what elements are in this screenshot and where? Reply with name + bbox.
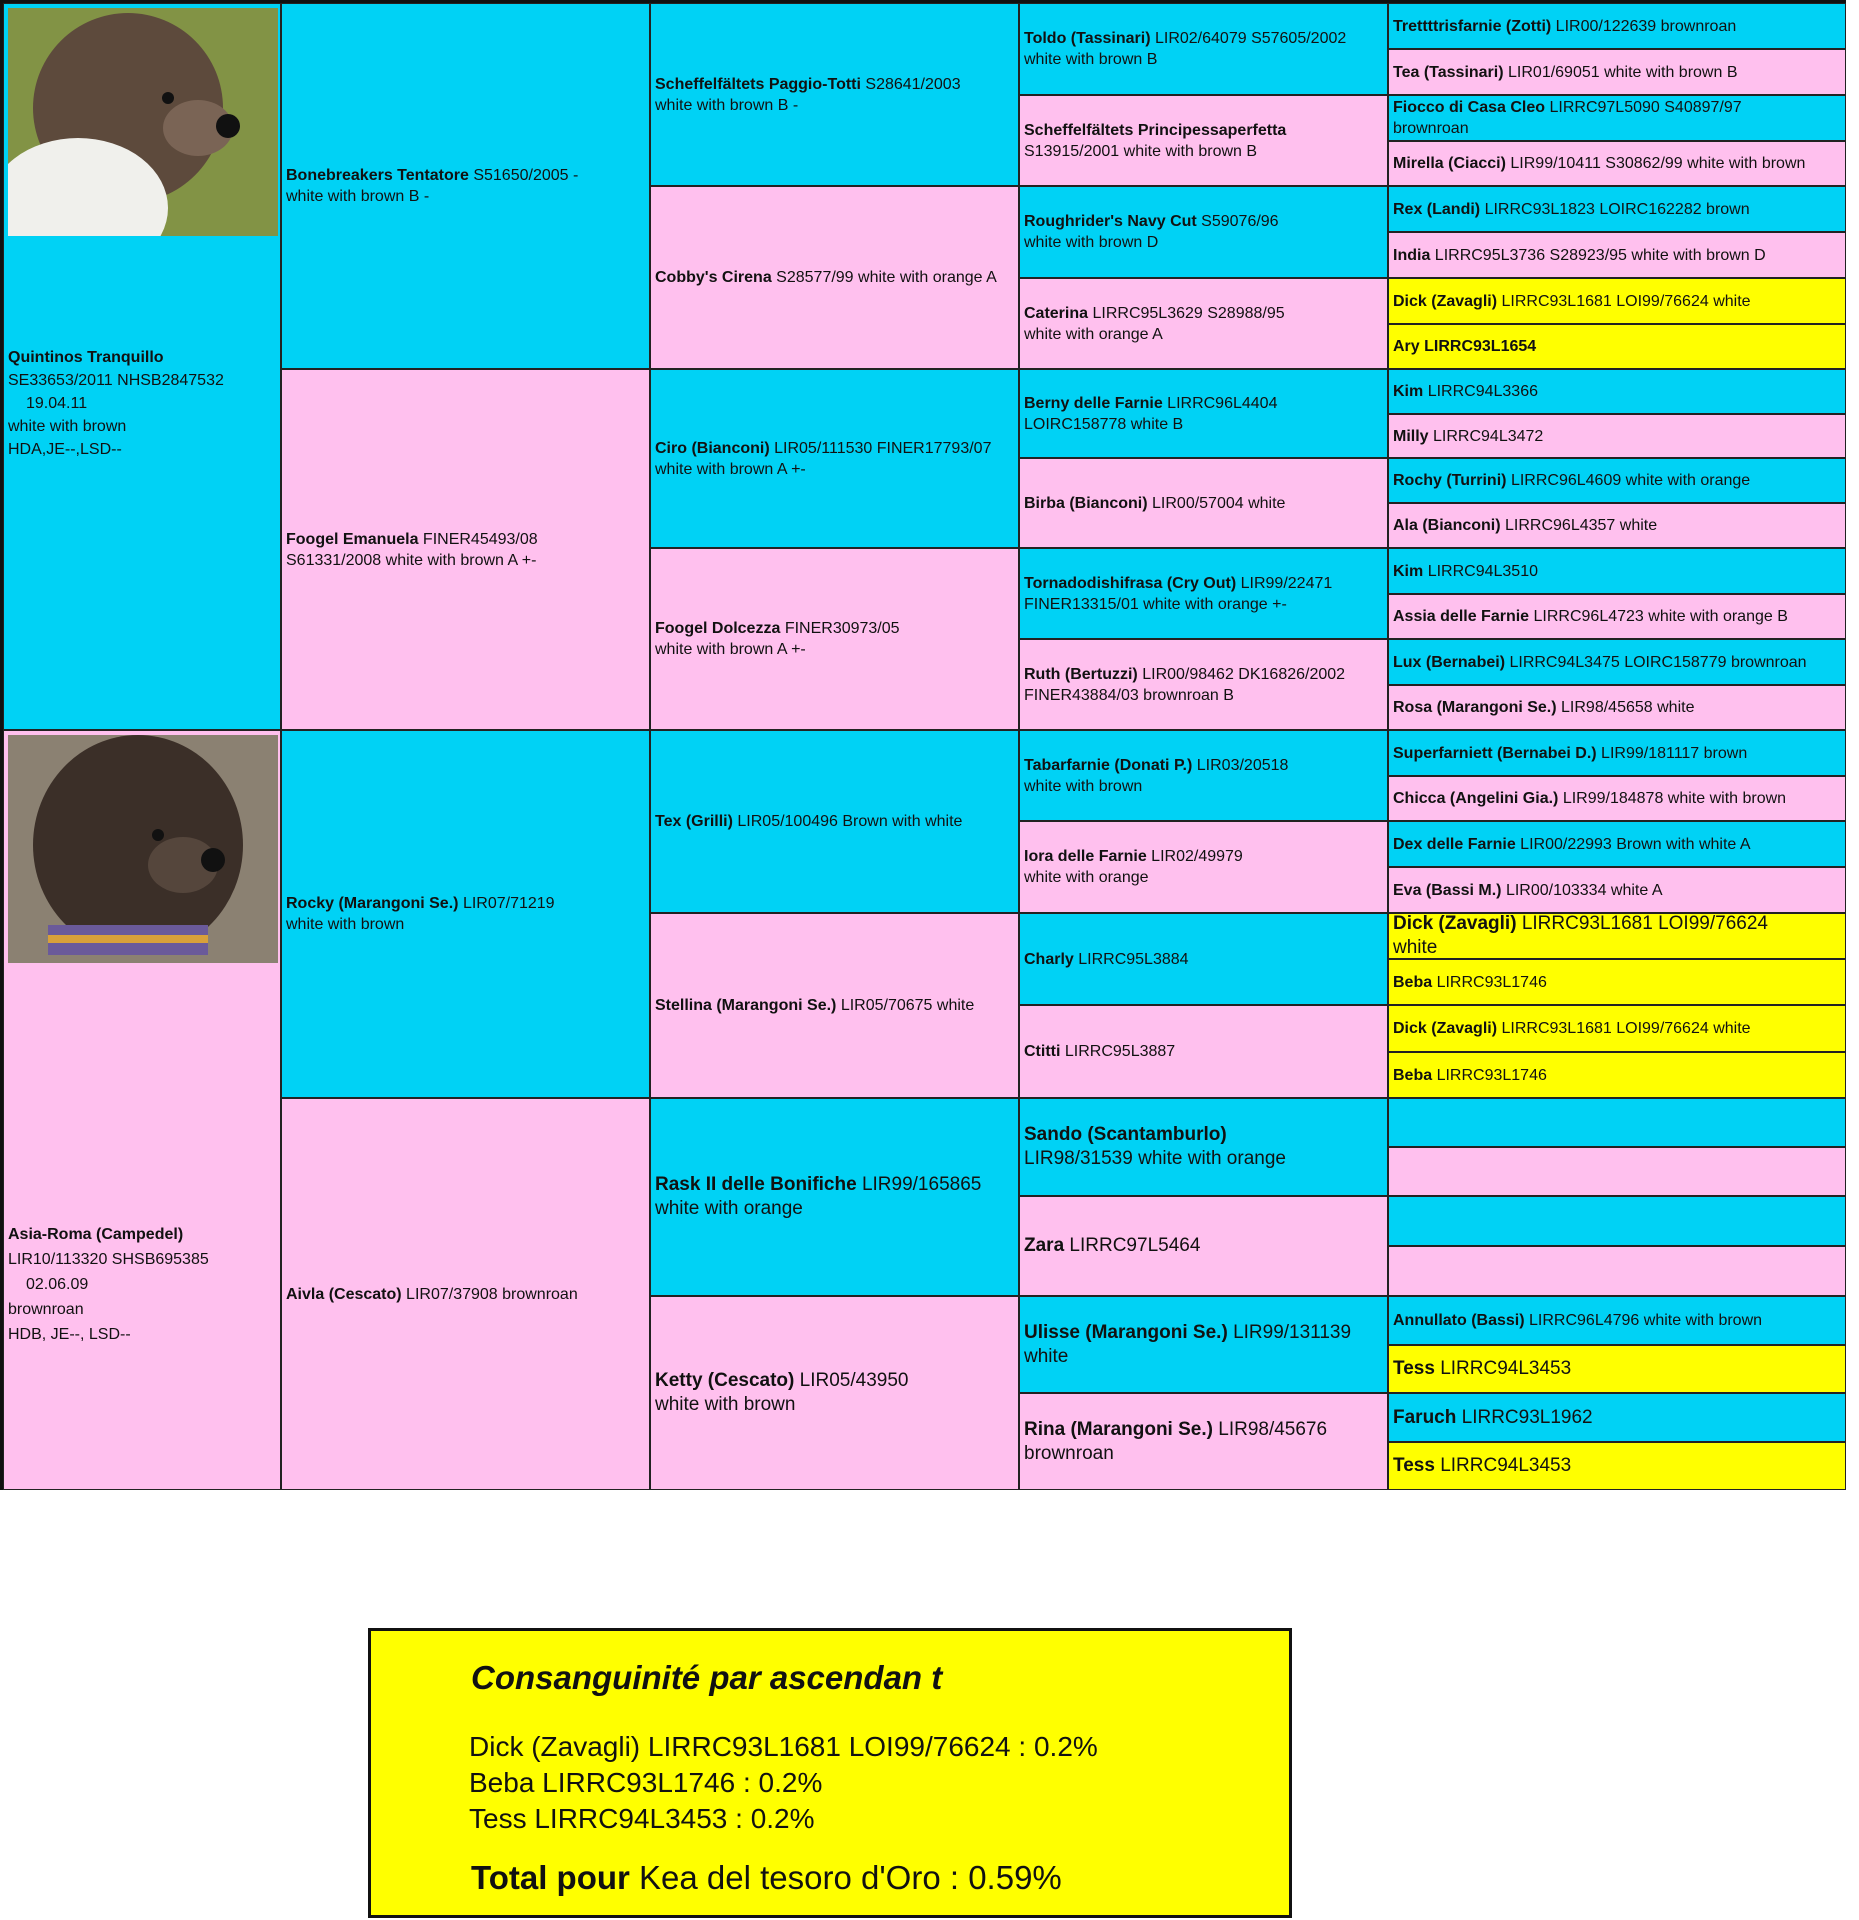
dog-details: FINER13315/01 white with orange +-	[1024, 595, 1287, 613]
grandparent-5	[650, 730, 1019, 913]
dog-name: Sando (Scantamburlo)	[1024, 1124, 1227, 1145]
dog-name: Superfarniett (Bernabei D.)	[1393, 744, 1597, 762]
dog-registration: LIRRC93L1823 LOIRC162282 brown	[1484, 200, 1750, 218]
dog-name: Ketty (Cescato)	[655, 1370, 795, 1391]
great-great-grandparent-15	[1388, 639, 1846, 685]
great-great-grandparent-20	[1388, 867, 1846, 913]
dog-registration: LIR00/122639 brownroan	[1555, 17, 1737, 35]
dog-name: Tabarfarnie (Donati P.)	[1024, 756, 1193, 774]
dog-name: Ciro (Bianconi)	[655, 439, 770, 457]
subject-color: white with brown	[8, 418, 127, 435]
dog-name: Kim	[1393, 383, 1424, 400]
dog-registration: LIR05/111530 FINER17793/07	[774, 439, 992, 457]
dog-registration: LIR07/71219	[462, 895, 555, 912]
great-grandparent-8	[1019, 639, 1388, 730]
subject-birthdate: 19.04.11	[26, 395, 88, 412]
great-great-grandparent-28	[1388, 1246, 1846, 1296]
great-great-grandparent-23	[1388, 1005, 1846, 1052]
great-great-grandparent-19	[1388, 821, 1846, 867]
dog-registration: LIR99/184878 white with brown	[1562, 790, 1787, 807]
dog-registration: LIR98/45676	[1218, 1418, 1328, 1440]
dog-registration: LIR05/43950	[799, 1370, 909, 1391]
dog-details: FINER43884/03 brownroan B	[1024, 686, 1234, 704]
dog-name: Berny delle Farnie	[1024, 394, 1163, 412]
dog-details: S13915/2001 white with brown B	[1024, 142, 1258, 160]
dog-details: brownroan	[1393, 120, 1469, 137]
dog-name: Tess	[1393, 1358, 1435, 1379]
dog-registration: LIRRC94L3366	[1427, 383, 1538, 400]
grandparent-6	[650, 913, 1019, 1098]
great-grandparent-11	[1019, 913, 1388, 1005]
dog-name: Rex (Landi)	[1393, 200, 1481, 218]
dog-registration: LIR99/10411 S30862/99 white with brown	[1510, 155, 1806, 172]
dog-registration: LIR07/37908 brownroan	[406, 1285, 578, 1303]
dog-name: Zara	[1024, 1235, 1065, 1256]
dog-details: LIR98/31539 white with orange	[1024, 1148, 1286, 1169]
great-grandparent-9	[1019, 730, 1388, 821]
dog-registration: LIR05/100496 Brown with white	[737, 813, 963, 830]
great-great-grandparent-17	[1388, 730, 1846, 776]
dog-name: Rochy (Turrini)	[1393, 472, 1507, 489]
summary-total-label: Total pour	[471, 1859, 630, 1896]
dog-registration: LIRRC93L1746	[1436, 1066, 1547, 1084]
great-grandparent-14	[1019, 1196, 1388, 1296]
great-great-grandparent-11	[1388, 458, 1846, 503]
great-grandparent-12	[1019, 1005, 1388, 1098]
subject-name: Quintinos Tranquillo	[8, 349, 164, 366]
great-great-grandparent-6	[1388, 232, 1846, 278]
dog-details: S61331/2008 white with brown A +-	[286, 551, 537, 569]
summary-total-value: Kea del tesoro d'Oro : 0.59%	[639, 1859, 1062, 1896]
sire-of-litter	[3, 3, 281, 730]
dog-name: Foogel Dolcezza	[655, 620, 781, 637]
dog-name: Faruch	[1393, 1406, 1457, 1428]
dog-name: Annullato (Bassi)	[1393, 1312, 1525, 1329]
dog-name: Milly	[1393, 427, 1429, 445]
dog-registration: LIR99/131139	[1233, 1321, 1352, 1343]
great-grandparent-1	[1019, 3, 1388, 95]
dog-name: Rask II delle Bonifiche	[655, 1174, 857, 1195]
subject-registration: LIR10/113320 SHSB695385	[8, 1251, 209, 1268]
dog-name: Rocky (Marangoni Se.)	[286, 895, 459, 912]
dog-details: white with orange	[655, 1198, 803, 1219]
subject-health: HDA,JE--,LSD--	[8, 441, 122, 458]
great-great-grandparent-18	[1388, 776, 1846, 821]
dog-registration: LIRRC97L5090 S40897/97	[1549, 99, 1742, 116]
summary-line-dick: Dick (Zavagli) LIRRC93L1681 LOI99/76624 : 0.2%	[469, 1731, 1098, 1762]
dog-details: white	[1024, 1345, 1069, 1367]
dog-registration: LIR02/64079 S57605/2002	[1154, 30, 1347, 47]
great-great-grandparent-10	[1388, 414, 1846, 458]
dog-name: Stellina (Marangoni Se.)	[655, 997, 837, 1014]
dog-name: Tex (Grilli)	[655, 813, 733, 830]
dog-name: Cobby's Cirena	[655, 269, 772, 286]
dog-name: Lux (Bernabei)	[1393, 653, 1506, 671]
subject-health: HDB, JE--, LSD--	[8, 1326, 131, 1343]
dog-registration: LIRRC94L3453	[1440, 1455, 1572, 1476]
dog-name: Chicca (Angelini Gia.)	[1393, 790, 1559, 807]
dog-name: Ruth (Bertuzzi)	[1024, 665, 1138, 683]
subject-registration: SE33653/2011 NHSB2847532	[8, 372, 224, 389]
dog-details: white with brown B -	[655, 96, 799, 114]
parent-1	[281, 3, 650, 369]
dog-registration: LIR98/45658 white	[1561, 699, 1695, 716]
dog-registration: LIRRC96L4723 white with orange B	[1533, 608, 1788, 625]
parent-2	[281, 369, 650, 730]
dog-registration: LIRRC95L3736 S28923/95 white with brown D	[1434, 246, 1766, 264]
dog-registration: S51650/2005 -	[473, 167, 579, 184]
dog-details: white with brown D	[1024, 234, 1159, 251]
dog-name: Beba	[1393, 973, 1433, 991]
dog-registration: LIR99/165865	[861, 1174, 982, 1195]
dog-name: Toldo (Tassinari)	[1024, 30, 1151, 47]
dog-name: Scheffelfältets Principessaperfetta	[1024, 121, 1287, 139]
dog-name: Dick (Zavagli)	[1393, 1020, 1498, 1037]
dog-registration: LIR03/20518	[1196, 756, 1289, 774]
dog-name: Dex delle Farnie	[1393, 835, 1516, 853]
great-great-grandparent-3	[1388, 95, 1846, 141]
great-great-grandparent-13	[1388, 548, 1846, 594]
great-great-grandparent-32	[1388, 1442, 1846, 1490]
dog-name: Bonebreakers Tentatore	[286, 167, 469, 184]
dog-registration: S59076/96	[1201, 213, 1279, 230]
dog-name: Eva (Bassi M.)	[1393, 881, 1502, 899]
dog-registration: S28641/2003	[865, 75, 961, 93]
dog-name: Trettttrisfarnie (Zotti)	[1393, 17, 1552, 35]
great-grandparent-3	[1019, 186, 1388, 278]
dog-details: white with brown	[655, 1394, 796, 1415]
great-great-grandparent-5	[1388, 186, 1846, 232]
dog-name: Ala (Bianconi)	[1393, 517, 1501, 534]
dog-details: white with brown B	[1024, 51, 1158, 68]
dog-details: white with brown B -	[286, 188, 430, 205]
dog-name: Tornadodishifrasa (Cry Out)	[1024, 574, 1237, 592]
great-great-grandparent-27	[1388, 1196, 1846, 1246]
dog-details: brownroan	[1024, 1442, 1114, 1464]
dog-registration: LIR01/69051 white with brown B	[1508, 63, 1738, 81]
great-grandparent-15	[1019, 1296, 1388, 1393]
dog-name: Birba (Bianconi)	[1024, 494, 1148, 512]
grandparent-3	[650, 369, 1019, 548]
grandparent-4	[650, 548, 1019, 730]
brown-roan-lagotto-dog-photo	[8, 8, 278, 236]
dog-name: Tea (Tassinari)	[1393, 63, 1504, 81]
dog-registration: LIR99/181117 brown	[1601, 744, 1748, 762]
dog-registration: S28577/99 white with orange A	[776, 269, 997, 286]
great-grandparent-5	[1019, 369, 1388, 458]
dog-name: Ary LIRRC93L1654	[1393, 338, 1537, 355]
dog-details: white	[1393, 937, 1438, 958]
dog-name: Aivla (Cescato)	[286, 1285, 402, 1303]
dog-details: white with brown	[1024, 777, 1143, 795]
great-great-grandparent-14	[1388, 594, 1846, 639]
great-great-grandparent-22	[1388, 959, 1846, 1005]
parent-4	[281, 1098, 650, 1490]
dog-details: white with brown A +-	[655, 460, 806, 478]
dog-details: white with orange A	[1024, 325, 1163, 343]
dog-name: Dick (Zavagli)	[1393, 913, 1517, 934]
dog-registration: LIRRC95L3884	[1078, 950, 1189, 968]
dog-registration: FINER45493/08	[422, 530, 538, 548]
subject-name: Asia-Roma (Campedel)	[8, 1226, 184, 1243]
great-grandparent-2	[1019, 95, 1388, 186]
dog-registration: LIRRC96L4357 white	[1505, 517, 1658, 534]
dark-brown-lagotto-dog-photo	[8, 735, 278, 963]
dog-name: Scheffelfältets Paggio-Totti	[655, 75, 861, 93]
great-great-grandparent-8	[1388, 324, 1846, 369]
dog-registration: LIRRC96L4609 white with orange	[1510, 472, 1751, 489]
great-great-grandparent-30	[1388, 1345, 1846, 1393]
dog-name: Kim	[1393, 562, 1424, 580]
great-great-grandparent-26	[1388, 1147, 1846, 1196]
dog-name: Beba	[1393, 1066, 1433, 1084]
dog-name: Ctitti	[1024, 1043, 1061, 1060]
great-grandparent-13	[1019, 1098, 1388, 1196]
summary-line-beba: Beba LIRRC93L1746 : 0.2%	[469, 1767, 823, 1798]
dog-name: Tess	[1393, 1455, 1435, 1476]
dog-name: Rina (Marangoni Se.)	[1024, 1418, 1213, 1440]
dog-registration: LIR02/49979	[1151, 848, 1243, 865]
grandparent-1	[650, 3, 1019, 186]
dog-registration: LIRRC93L1962	[1461, 1406, 1593, 1428]
great-grandparent-7	[1019, 548, 1388, 639]
dog-registration: LIRRC96L4404	[1167, 394, 1278, 412]
dog-name: Mirella (Ciacci)	[1393, 155, 1506, 172]
dog-name: Caterina	[1024, 304, 1089, 322]
dog-registration: LIRRC93L1681 LOI99/76624 white	[1501, 292, 1751, 310]
grandparent-7	[650, 1098, 1019, 1296]
dog-name: Ulisse (Marangoni Se.)	[1024, 1321, 1228, 1343]
dog-registration: LIR99/22471	[1240, 574, 1333, 592]
dog-name: Roughrider's Navy Cut	[1024, 213, 1197, 230]
parent-3	[281, 730, 650, 1098]
great-great-grandparent-1	[1388, 3, 1846, 49]
dog-name: Charly	[1024, 950, 1074, 968]
dog-registration: LIRRC96L4796 white with brown	[1529, 1312, 1763, 1329]
dog-registration: LIRRC94L3475 LOIRC158779 brownroan	[1509, 653, 1807, 671]
grandparent-8	[650, 1296, 1019, 1490]
great-great-grandparent-16	[1388, 685, 1846, 730]
great-grandparent-16	[1019, 1393, 1388, 1490]
dam-of-litter	[3, 730, 281, 1490]
great-great-grandparent-12	[1388, 503, 1846, 548]
dog-registration: LIR00/57004 white	[1152, 494, 1286, 512]
dog-registration: LIRRC93L1681 LOI99/76624 white	[1501, 1020, 1751, 1037]
dog-name: Assia delle Farnie	[1393, 608, 1530, 625]
summary-total	[471, 1859, 1062, 1897]
dog-registration: LIRRC97L5464	[1069, 1235, 1201, 1256]
dog-details: white with brown A +-	[655, 641, 806, 658]
great-great-grandparent-4	[1388, 141, 1846, 186]
great-great-grandparent-2	[1388, 49, 1846, 95]
great-great-grandparent-25	[1388, 1098, 1846, 1147]
dog-registration: LIR00/103334 white A	[1505, 881, 1663, 899]
dog-name: India	[1393, 246, 1431, 264]
dog-registration: LIR05/70675 white	[840, 997, 975, 1014]
dog-details: LOIRC158778 white B	[1024, 415, 1184, 433]
dog-registration: LIRRC94L3472	[1433, 427, 1544, 445]
dog-name: Iora delle Farnie	[1024, 848, 1147, 865]
dog-name: Fiocco di Casa Cleo	[1393, 99, 1546, 116]
dog-details: white with orange	[1024, 869, 1149, 886]
summary-line-tess: Tess LIRRC94L3453 : 0.2%	[469, 1803, 815, 1834]
great-great-grandparent-7	[1388, 278, 1846, 324]
great-great-grandparent-9	[1388, 369, 1846, 414]
great-great-grandparent-24	[1388, 1052, 1846, 1098]
subject-color: brownroan	[8, 1301, 84, 1318]
great-grandparent-10	[1019, 821, 1388, 913]
great-grandparent-4	[1019, 278, 1388, 369]
subject-birthdate: 02.06.09	[26, 1276, 89, 1293]
dog-name: Foogel Emanuela	[286, 530, 419, 548]
great-great-grandparent-29	[1388, 1296, 1846, 1345]
dog-registration: LIRRC95L3887	[1064, 1043, 1176, 1060]
dog-registration: LIRRC95L3629 S28988/95	[1092, 304, 1285, 322]
dog-registration: LIRRC94L3510	[1427, 562, 1538, 580]
summary-title: Consanguinité par ascendan t	[471, 1659, 943, 1696]
dog-registration: LIRRC94L3453	[1440, 1358, 1572, 1379]
dog-registration: LIR00/98462 DK16826/2002	[1142, 665, 1346, 683]
dog-registration: LIRRC93L1681 LOI99/76624	[1521, 913, 1768, 934]
great-great-grandparent-31	[1388, 1393, 1846, 1442]
great-great-grandparent-21	[1388, 913, 1846, 959]
great-grandparent-6	[1019, 458, 1388, 548]
inbreeding-summary	[368, 1628, 1292, 1918]
dog-registration: LIR00/22993 Brown with white A	[1520, 835, 1751, 853]
dog-details: white with brown	[286, 916, 405, 933]
dog-name: Dick (Zavagli)	[1393, 292, 1498, 310]
dog-registration: FINER30973/05	[784, 620, 900, 637]
dog-name: Rosa (Marangoni Se.)	[1393, 699, 1557, 716]
grandparent-2	[650, 186, 1019, 369]
dog-registration: LIRRC93L1746	[1436, 973, 1547, 991]
